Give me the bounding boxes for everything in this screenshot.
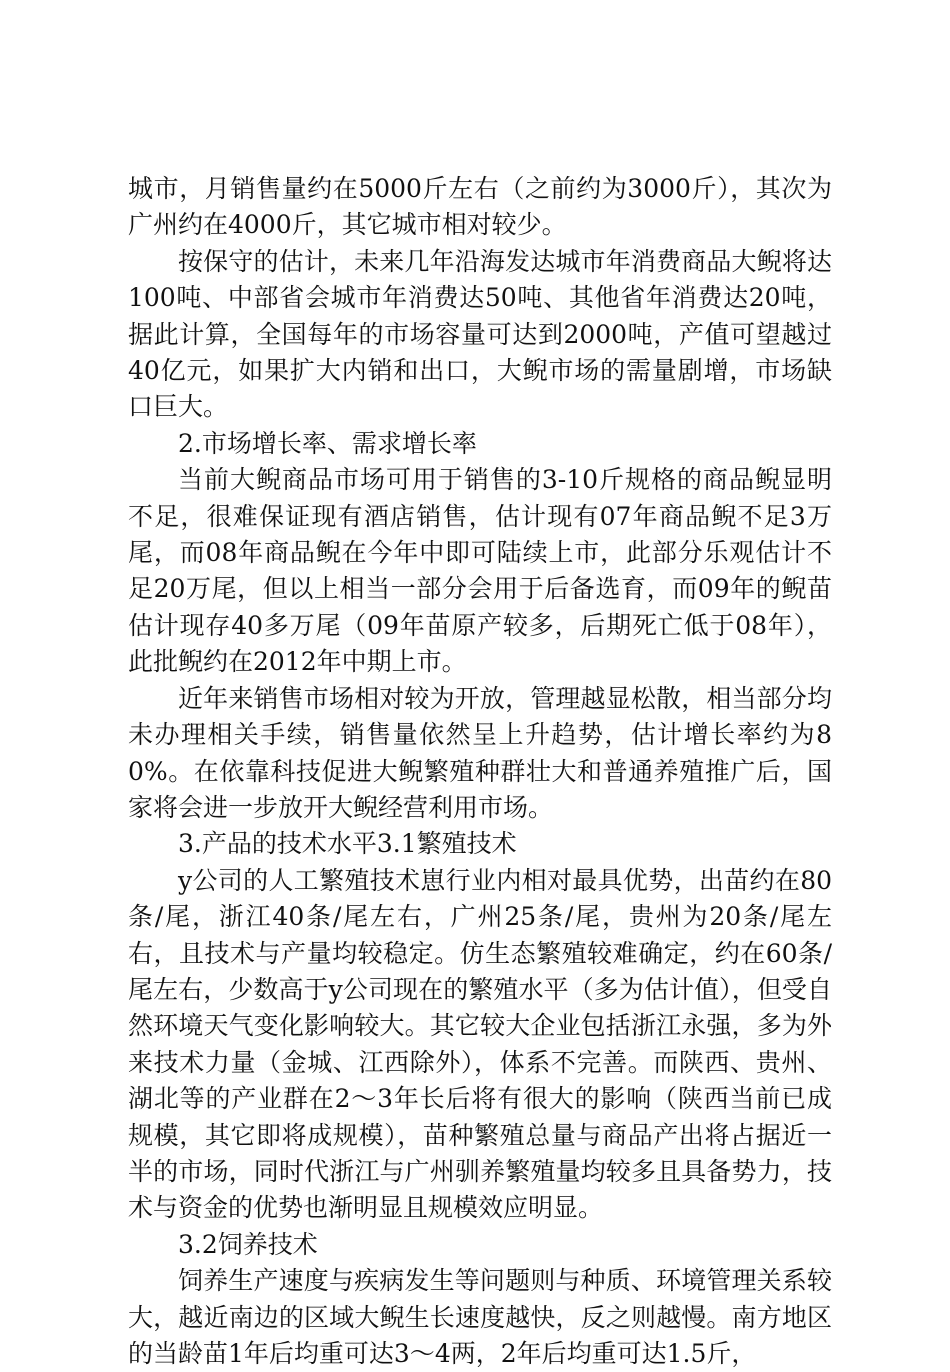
document-body xyxy=(128,171,832,1372)
paragraph-feeding-details: 饲养生产速度与疾病发生等问题则与种质、环境管理关系较大，越近南边的区域大鲵生长速度越快，反之则越慢。南方地区的当龄苗1年后均重可达3～4两，2年后均重可达1.5斤， xyxy=(128,1266,832,1368)
paragraph-city-sales: 城市，月销售量约在5000斤左右（之前约为3000斤），其次为广州约在4000斤，其它城市相对较少。 xyxy=(128,174,832,240)
paragraph-breeding-details: y公司的人工繁殖技术崽行业内相对最具优势，出苗约在80条/尾，浙江40条/尾左右，广州25条/尾，贵州为20条/尾左右，且技术与产量均较稳定。仿生态繁殖较难确定，约在60条/尾左右，少数高于y公司现在的繁殖水平（多为估计值），但受自然环境天气变化影响较大。其它较大企业包括浙江永强，多为外来技术力量（金城、江西除外），体系不完善。而陕西、贵州、湖北等的产业群在2～3年长后将有很大的影响（陕西当前已成规模，其它即将成规模），苗种繁殖总量与商品产出将占据近一半的市场，同时代浙江与广州驯养繁殖量均较多且具备势力，技术与资金的优势也渐明显且规模效应明显。 xyxy=(128,865,832,1223)
paragraph-market-growth: 近年来销售市场相对较为开放，管理越显松散，相当部分均未办理相关手续，销售量依然呈上升趋势，估计增长率约为80%。在依靠科技促进大鲵繁殖种群壮大和普通养殖推广后，国家将会进一步放开大鲵经营利用市场。 xyxy=(128,683,832,822)
section-heading-feeding-technology: 3.2饲养技术 xyxy=(178,1229,318,1259)
section-heading-growth-rate: 2.市场增长率、需求增长率 xyxy=(178,428,477,458)
paragraph-supply-shortage: 当前大鲵商品市场可用于销售的3-10斤规格的商品鲵显明不足，很难保证现有酒店销售，估计现有07年商品鲵不足3万尾，而08年商品鲵在今年中即可陆续上市，此部分乐观估计不足20万尾，但以上相当一部分会用于后备选育，而09年的鲵苗估计现存40多万尾（09年苗原产较多，后期死亡低于08年），此批鲵约在2012年中期上市。 xyxy=(128,465,832,677)
section-heading-breeding-technology: 3.产品的技术水平3.1繁殖技术 xyxy=(178,829,517,859)
paragraph-market-estimate: 按保守的估计，未来几年沿海发达城市年消费商品大鲵将达100吨、中部省会城市年消费达50吨、其他省年消费达20吨，据此计算，全国每年的市场容量可达到2000吨，产值可望越过40亿元，如果扩大内销和出口，大鲵市场的需量剧增，市场缺口巨大。 xyxy=(128,246,832,422)
